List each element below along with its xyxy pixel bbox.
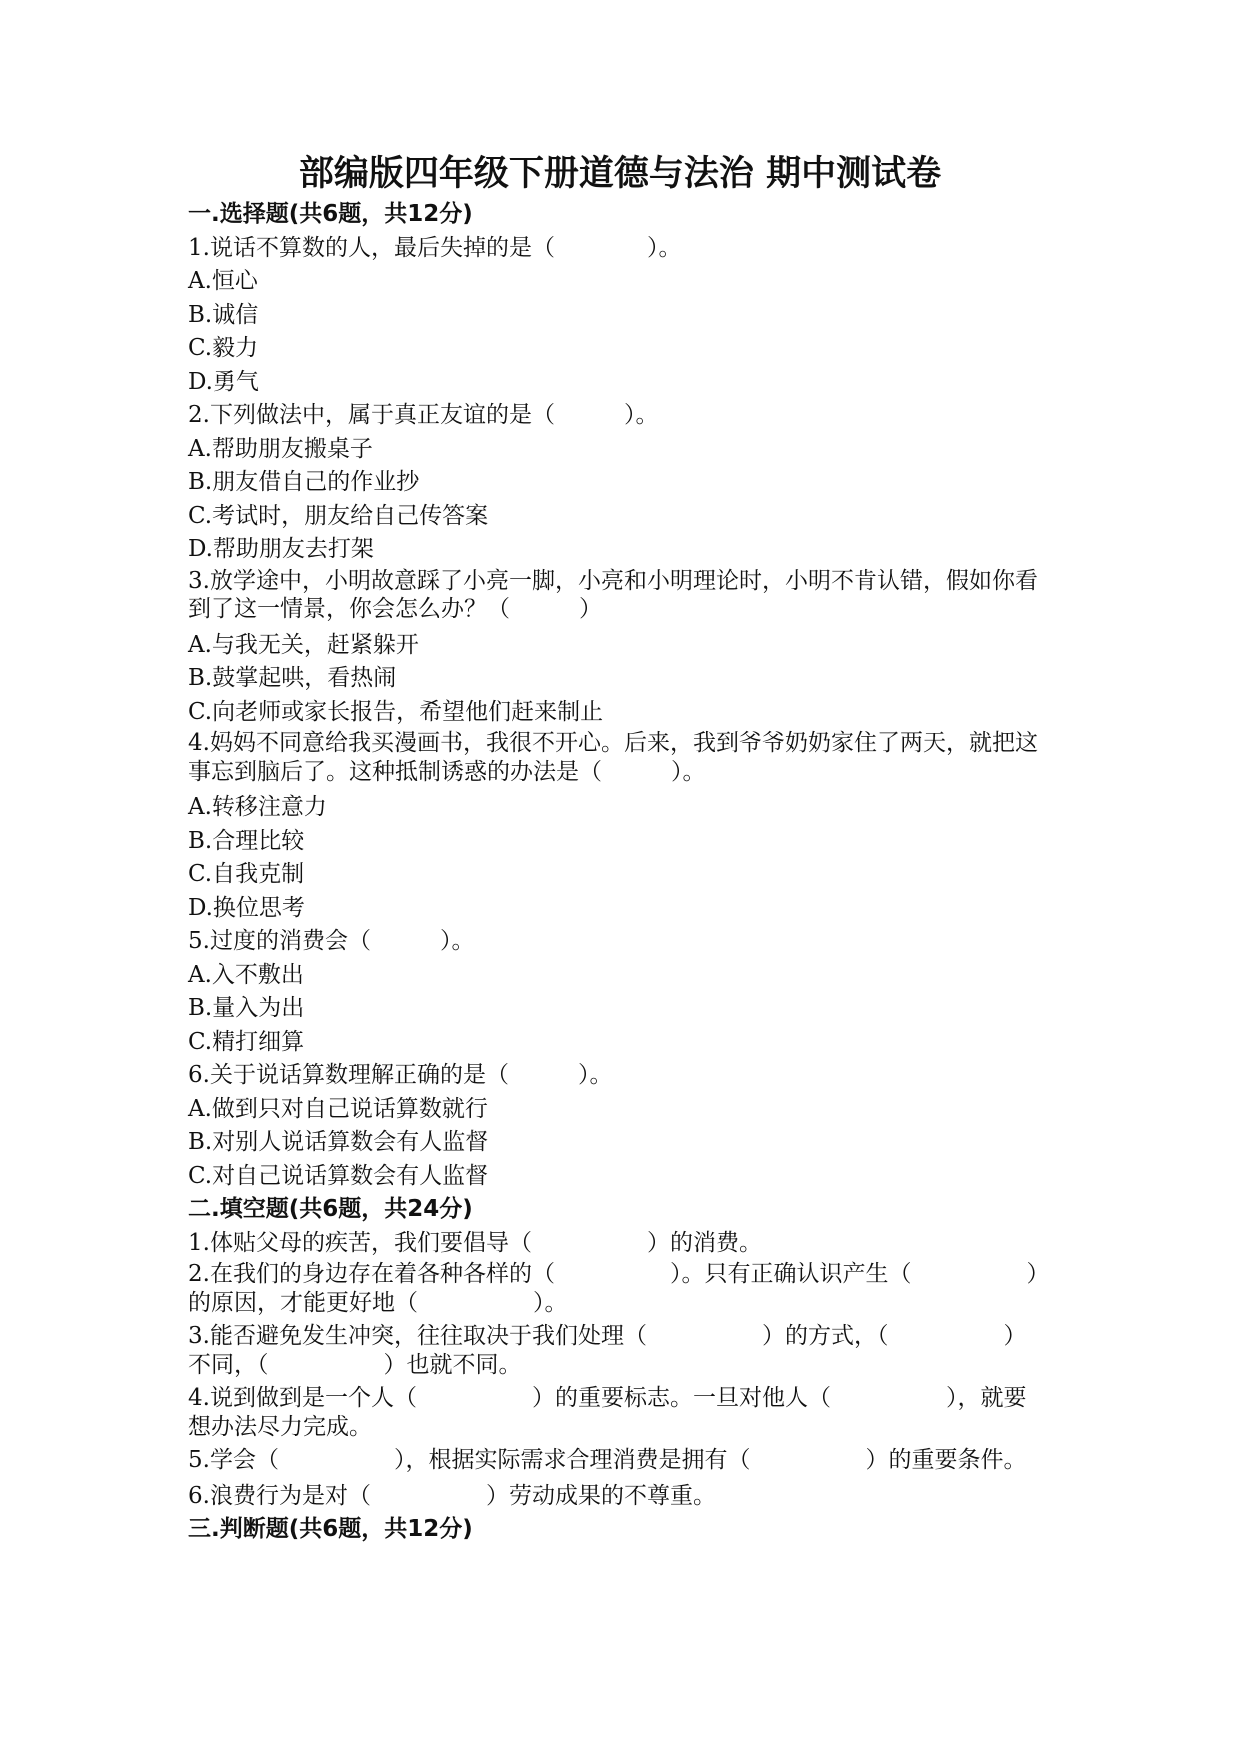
question-stem: 4.妈妈不同意给我买漫画书，我很不开心。后来，我到爷爷奶奶家住了两天，就把这事忘到脑后了。这种抵制诱惑的办法是（ ）。 — [188, 730, 1038, 785]
question-stem: 2.在我们的身边存在着各种各样的（ ）。只有正确认识产生（ ）的原因，才能更好地（ ）。 — [188, 1261, 1038, 1316]
question — [188, 232, 1048, 400]
question-stem: 5.过度的消费会（ ）。 — [188, 928, 475, 954]
option: C.自我克制 — [188, 861, 305, 887]
option: A.入不敷出 — [188, 961, 304, 988]
option: C.考试时，朋友给自己传答案 — [188, 502, 489, 529]
option: C.向老师或家长报告，希望他们赶来制止 — [188, 698, 604, 725]
option: A.做到只对自己说话算数就行 — [188, 1095, 488, 1122]
section-heading: 二.填空题(共6题，共24分) — [188, 1196, 473, 1222]
question — [188, 1059, 1048, 1193]
option: B.对别人说话算数会有人监督 — [188, 1129, 489, 1155]
option: B.诚信 — [188, 301, 259, 328]
question-stem: 3.能否避免发生冲突，往往取决于我们处理（ ）的方式，（ ）不同，（ ）也就不同。 — [188, 1323, 1027, 1378]
question-stem: 6.浪费行为是对（ ）劳动成果的不尊重。 — [188, 1482, 716, 1509]
option: C.对自己说话算数会有人监督 — [188, 1162, 489, 1189]
question — [188, 729, 1048, 925]
question-stem: 1.体贴父母的疾苦，我们要倡导（ ）的消费。 — [188, 1229, 762, 1256]
option: A.恒心 — [188, 268, 258, 294]
question — [188, 925, 1048, 1059]
page-title: 部编版四年级下册道德与法治 期中测试卷 — [298, 154, 942, 194]
option: B.量入为出 — [188, 995, 305, 1021]
option: D.勇气 — [188, 368, 259, 395]
option: D.帮助朋友去打架 — [188, 536, 374, 562]
option: A.与我无关，赶紧躲开 — [188, 631, 419, 658]
question-stem: 6.关于说话算数理解正确的是（ ）。 — [188, 1062, 613, 1088]
question-stem: 2.下列做法中，属于真正友谊的是（ ）。 — [188, 402, 659, 428]
option: B.合理比较 — [188, 827, 305, 854]
option: C.毅力 — [188, 335, 259, 361]
exam-content — [188, 198, 1048, 1547]
question-stem: 1.说话不算数的人，最后失掉的是（ ）。 — [188, 234, 682, 261]
option: C.精打细算 — [188, 1028, 305, 1055]
question-stem: 5.学会（ ），根据实际需求合理消费是拥有（ ）的重要条件。 — [188, 1447, 1027, 1473]
option: A.帮助朋友搬桌子 — [188, 435, 373, 462]
question-stem: 4.说到做到是一个人（ ）的重要标志。一旦对他人（ ），就要想办法尽力完成。 — [188, 1385, 1027, 1440]
section-heading: 三.判断题(共6题，共12分) — [188, 1516, 473, 1542]
option: B.朋友借自己的作业抄 — [188, 469, 420, 495]
option: A.转移注意力 — [188, 794, 327, 820]
question — [188, 567, 1048, 730]
question — [188, 399, 1048, 567]
question-stem: 3.放学途中，小明故意踩了小亮一脚，小亮和小明理论时，小明不肯认错，假如你看到了这一情景，你会怎么办？（ ） — [188, 567, 1038, 622]
option: D.换位思考 — [188, 894, 305, 921]
option: B.鼓掌起哄，看热闹 — [188, 665, 397, 691]
section-heading: 一.选择题(共6题，共12分) — [188, 201, 473, 227]
